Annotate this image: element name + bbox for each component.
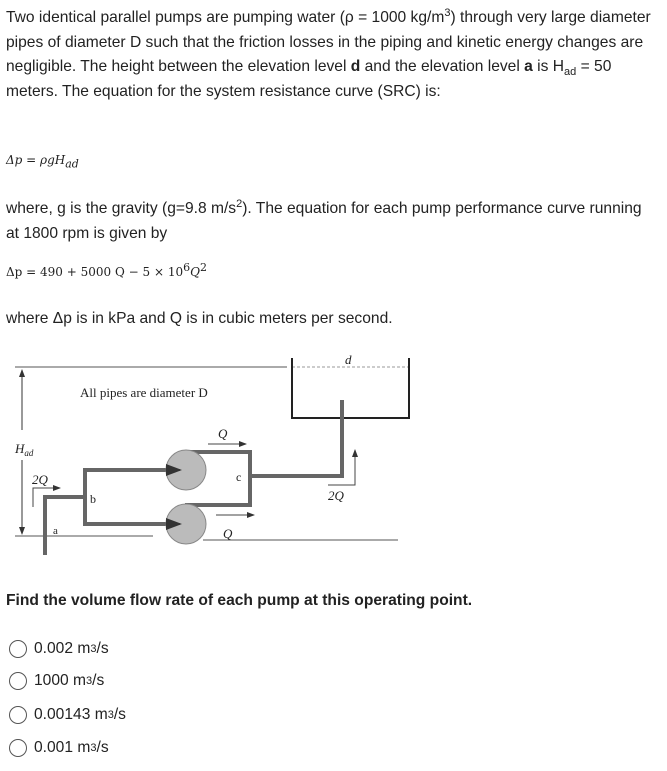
- pump-system-diagram: [0, 340, 420, 565]
- diagram-caption: All pipes are diameter D: [80, 385, 208, 400]
- flow-lower-label: Q: [223, 526, 233, 541]
- answer-option-2[interactable]: 1000 m 3 /s: [9, 672, 104, 690]
- inlet-flow-label: 2Q: [32, 472, 48, 487]
- label-a: a: [53, 525, 58, 537]
- answer-option-3[interactable]: 0.00143 m 3 /s: [9, 706, 126, 724]
- flow-upper-label: Q: [218, 426, 228, 441]
- src-equation: Δp = ρgH$_{ad}$: [6, 153, 79, 171]
- radio-button[interactable]: [9, 640, 27, 658]
- label-d: d: [345, 352, 352, 367]
- head-label: $H_{ad}$: [15, 441, 34, 458]
- outlet-flow-label: 2Q: [328, 488, 344, 503]
- gravity-text: where, g is the gravity (g=9.8 $m/s^2$). The equation for each pump performance curve running at 1800 rpm is given by: [6, 197, 642, 242]
- answer-option-4[interactable]: 0.001 m 3 /s: [9, 739, 109, 757]
- problem-intro: Two identical parallel pumps are pumping water (ρ = 1000 $kg/m^3$) through very large diameter pipes of diameter D such that the friction losses in the piping and kinetic energy changes are negligible. The height between the elevation level d and the elevation level a is $H_{ad} = 50$ meters. The equation for the system resistance curve (SRC) is:: [6, 6, 651, 100]
- units-text: where Δp is in kPa and Q is in cubic meters per second.: [6, 310, 393, 327]
- pump-curve-equation: Δp = 490 + 5000 $Q - 5 \times 10^6Q^2$: [6, 261, 207, 279]
- radio-button[interactable]: [9, 739, 27, 757]
- radio-button[interactable]: [9, 672, 27, 690]
- label-c: c: [236, 470, 242, 484]
- radio-button[interactable]: [9, 706, 27, 724]
- pumps: [166, 450, 206, 544]
- answer-option-1[interactable]: 0.002 m 3 /s: [9, 640, 109, 658]
- question-text: Find the volume flow rate of each pump at this operating point.: [6, 592, 473, 609]
- label-b: b: [90, 492, 96, 506]
